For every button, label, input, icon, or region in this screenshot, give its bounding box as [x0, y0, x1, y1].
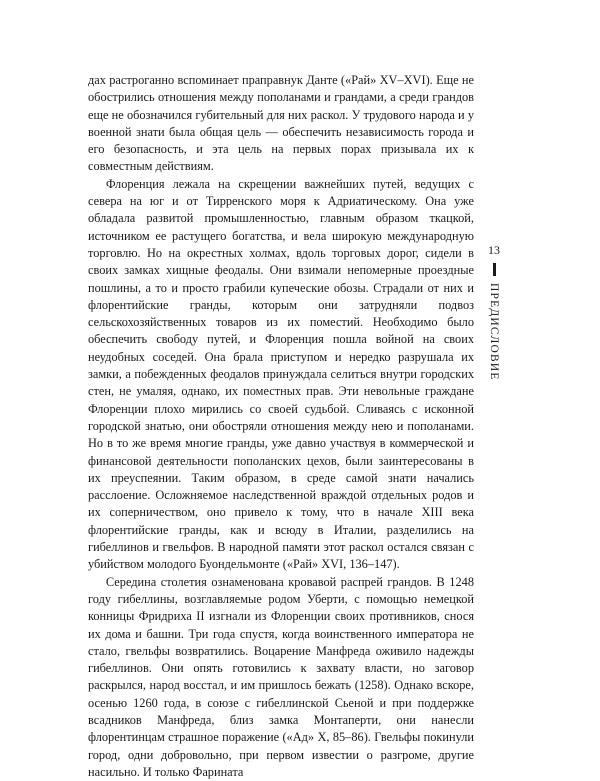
margin-header	[480, 243, 510, 563]
paragraph-3: Середина столетия ознаменована кровавой распрей грандов. В 1248 году гибеллины, возглавляемые родом Уберти, с помощью немецкой конницы Фридриха II изгнали из Флоренции своих противников, снося их дома и башни. Три года спустя, когда воинственного императора не стало, гвельфы возвратились. Воцарение Манфреда оживило надежды гибеллинов. Они опять готовились к захвату власти, но заговор раскрылся, народ восстал, и им пришлось бежать (1258). Однако вскоре, осенью 1260 года, в союзе с гибеллинской Сьеной и при поддержке всадников Манфреда, близ замка Монтаперти, они нанесли флорентинцам страшное поражение («Ад» X, 85–86). Гвельфы покинули город, одни добровольно, при первом известии о разгроме, другие насильно. И только Фарината	[88, 574, 474, 779]
paragraph-1: дах растроганно вспоминает праправнук Данте («Рай» XV–XVI). Еще не обострились отношения между пополанами и грандами, а среди грандов еще не обозначился губительный для них раскол. У трудового народа и у военной знати была общая цель — обеспечить независимость города и его безопасность, и эта цель на первых порах призывала их к совместным действиям.	[88, 73, 474, 174]
paragraph-2: Флоренция лежала на скрещении важнейших путей, ведущих с севера на юг и от Тирренского моря к Адриатическому. Она уже обладала развитой промышленностью, главным образом ткацкой, источником ее растущего богатства, и вела широкую международную торговлю. Но на окрестных холмах, вдоль торговых дорог, сидели в своих замках хищные феодалы. Они взимали непомерные проездные пошлины, а то и просто грабили купеческие обозы. Страдали от них и флорентийские гранды, которым они затрудняли подвоз сельскохозяйственных товаров из их поместий. Необходимо было обеспечить свободу путей, и Флоренция пошла войной на своих неудобных соседей. Она брала приступом и нередко разрушала их замки, а побежденных феодалов принуждала селиться внутри городских стен, не умаляя, однако, их поместных прав. Эти невольные граждане Флоренции плохо мирились со своей судьбой. Сливаясь с исконной городской знатью, они обостряли отношения между нею и пополанами. Но в то же время многие гранды, уже давно участвуя в коммерческой и финансовой деятельности пополанских цехов, были заинтересованы в их преуспеянии. Таким образом, в среде самой знати начались расслоение. Осложняемое наследственной враждой отдельных родов и их соперничеством, оно привело к тому, что в начале XIII века флорентийские гранды, как и всюду в Италии, разделились на гибеллинов и гвельфов. В народной памяти этот раскол остался связан с убийством молодого Буондельмонте («Рай» XVI, 136–147).	[88, 176, 474, 572]
body-text	[88, 72, 474, 781]
margin-rule	[493, 263, 496, 276]
page-number: 13	[488, 243, 500, 257]
running-head: ПРЕДИСЛОВИЕ	[488, 283, 500, 381]
